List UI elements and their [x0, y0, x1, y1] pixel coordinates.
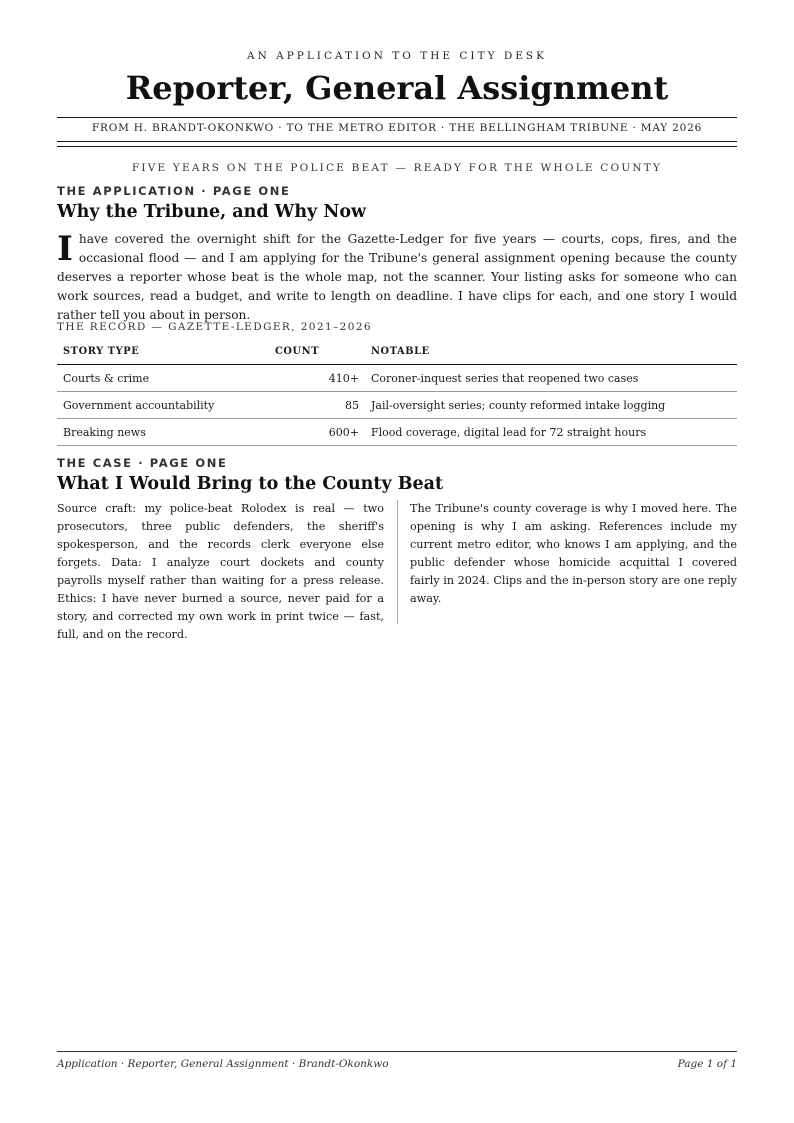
application-section-title: Why the Tribune, and Why Now: [57, 202, 367, 222]
application-body: [57, 230, 737, 325]
footer-page-number: Page 1 of 1: [677, 1058, 737, 1070]
record-table-caption: THE RECORD — GAZETTE-LEDGER, 2021–2026: [57, 321, 372, 333]
application-body-text: have covered the overnight shift for the Gazette-Ledger for five years — courts, cops, fires, and the occasional flood — and I am applying for the Tribune's general assignment opening because the county deserves a reporter whose beat is the whole map, not the scanner. Your listing asks for someone who can work sources, read a budget, and write to length on deadline. I have clips for each, and one story I would rather tell you about in person.: [57, 232, 737, 322]
footer-title: Application · Reporter, General Assignment · Brandt-Okonkwo: [57, 1058, 389, 1070]
masthead-kicker: AN APPLICATION TO THE CITY DESK: [247, 50, 547, 62]
cell-notable: Flood coverage, digital lead for 72 straight hours: [365, 419, 737, 446]
case-columns: [57, 500, 737, 641]
byline: FROM H. BRANDT-OKONKWO · TO THE METRO EDITOR · THE BELLINGHAM TRIBUNE · MAY 2026: [91, 122, 703, 134]
case-section-title: What I Would Bring to the County Beat: [57, 474, 444, 494]
record-table: [57, 338, 737, 446]
cell-story-type: Government accountability: [57, 392, 269, 419]
table-row: [57, 365, 737, 392]
double-rule-upper: [57, 141, 737, 142]
top-rule: [57, 117, 737, 118]
column-divider: [397, 500, 398, 624]
application-section-label: THE APPLICATION · PAGE ONE: [57, 184, 291, 198]
case-left-column: Source craft: my police-beat Rolodex is real — two prosecutors, three public defenders, the sheriff's spokesperson, and the records clerk everyone else forgets. Data: I analyze court dockets and county payrolls myself rather than waiting for a press release. Ethics: I have never burned a source, never paid for a story, and corrected my own work in print twice — fast, full, and on the record.: [57, 502, 384, 641]
header-story-type: STORY TYPE: [57, 338, 269, 365]
cell-count: 410+: [269, 365, 365, 392]
case-section-label: THE CASE · PAGE ONE: [57, 456, 228, 470]
header-count: COUNT: [269, 338, 365, 365]
document-page: [57, 0, 737, 1123]
cell-notable: Jail-oversight series; county reformed intake logging: [365, 392, 737, 419]
subhead: FIVE YEARS ON THE POLICE BEAT — READY FOR THE WHOLE COUNTY: [131, 162, 663, 174]
case-right-column: The Tribune's county coverage is why I moved here. The opening is why I am asking. References include my current metro editor, who knows I am applying, and the public defender whose homicide acquittal I covered fairly in 2024. Clips and the in-person story are one reply away.: [410, 502, 737, 605]
footer-rule: [57, 1051, 737, 1052]
drop-cap: I: [57, 229, 73, 269]
table-row: [57, 392, 737, 419]
cell-story-type: Courts & crime: [57, 365, 269, 392]
cell-count: 600+: [269, 419, 365, 446]
double-rule-lower: [57, 146, 737, 147]
header-notable: NOTABLE: [365, 338, 737, 365]
cell-count: 85: [269, 392, 365, 419]
cell-story-type: Breaking news: [57, 419, 269, 446]
table-header-row: [57, 338, 737, 365]
table-row: [57, 419, 737, 446]
page-title: Reporter, General Assignment: [125, 69, 669, 107]
cell-notable: Coroner-inquest series that reopened two cases: [365, 365, 737, 392]
